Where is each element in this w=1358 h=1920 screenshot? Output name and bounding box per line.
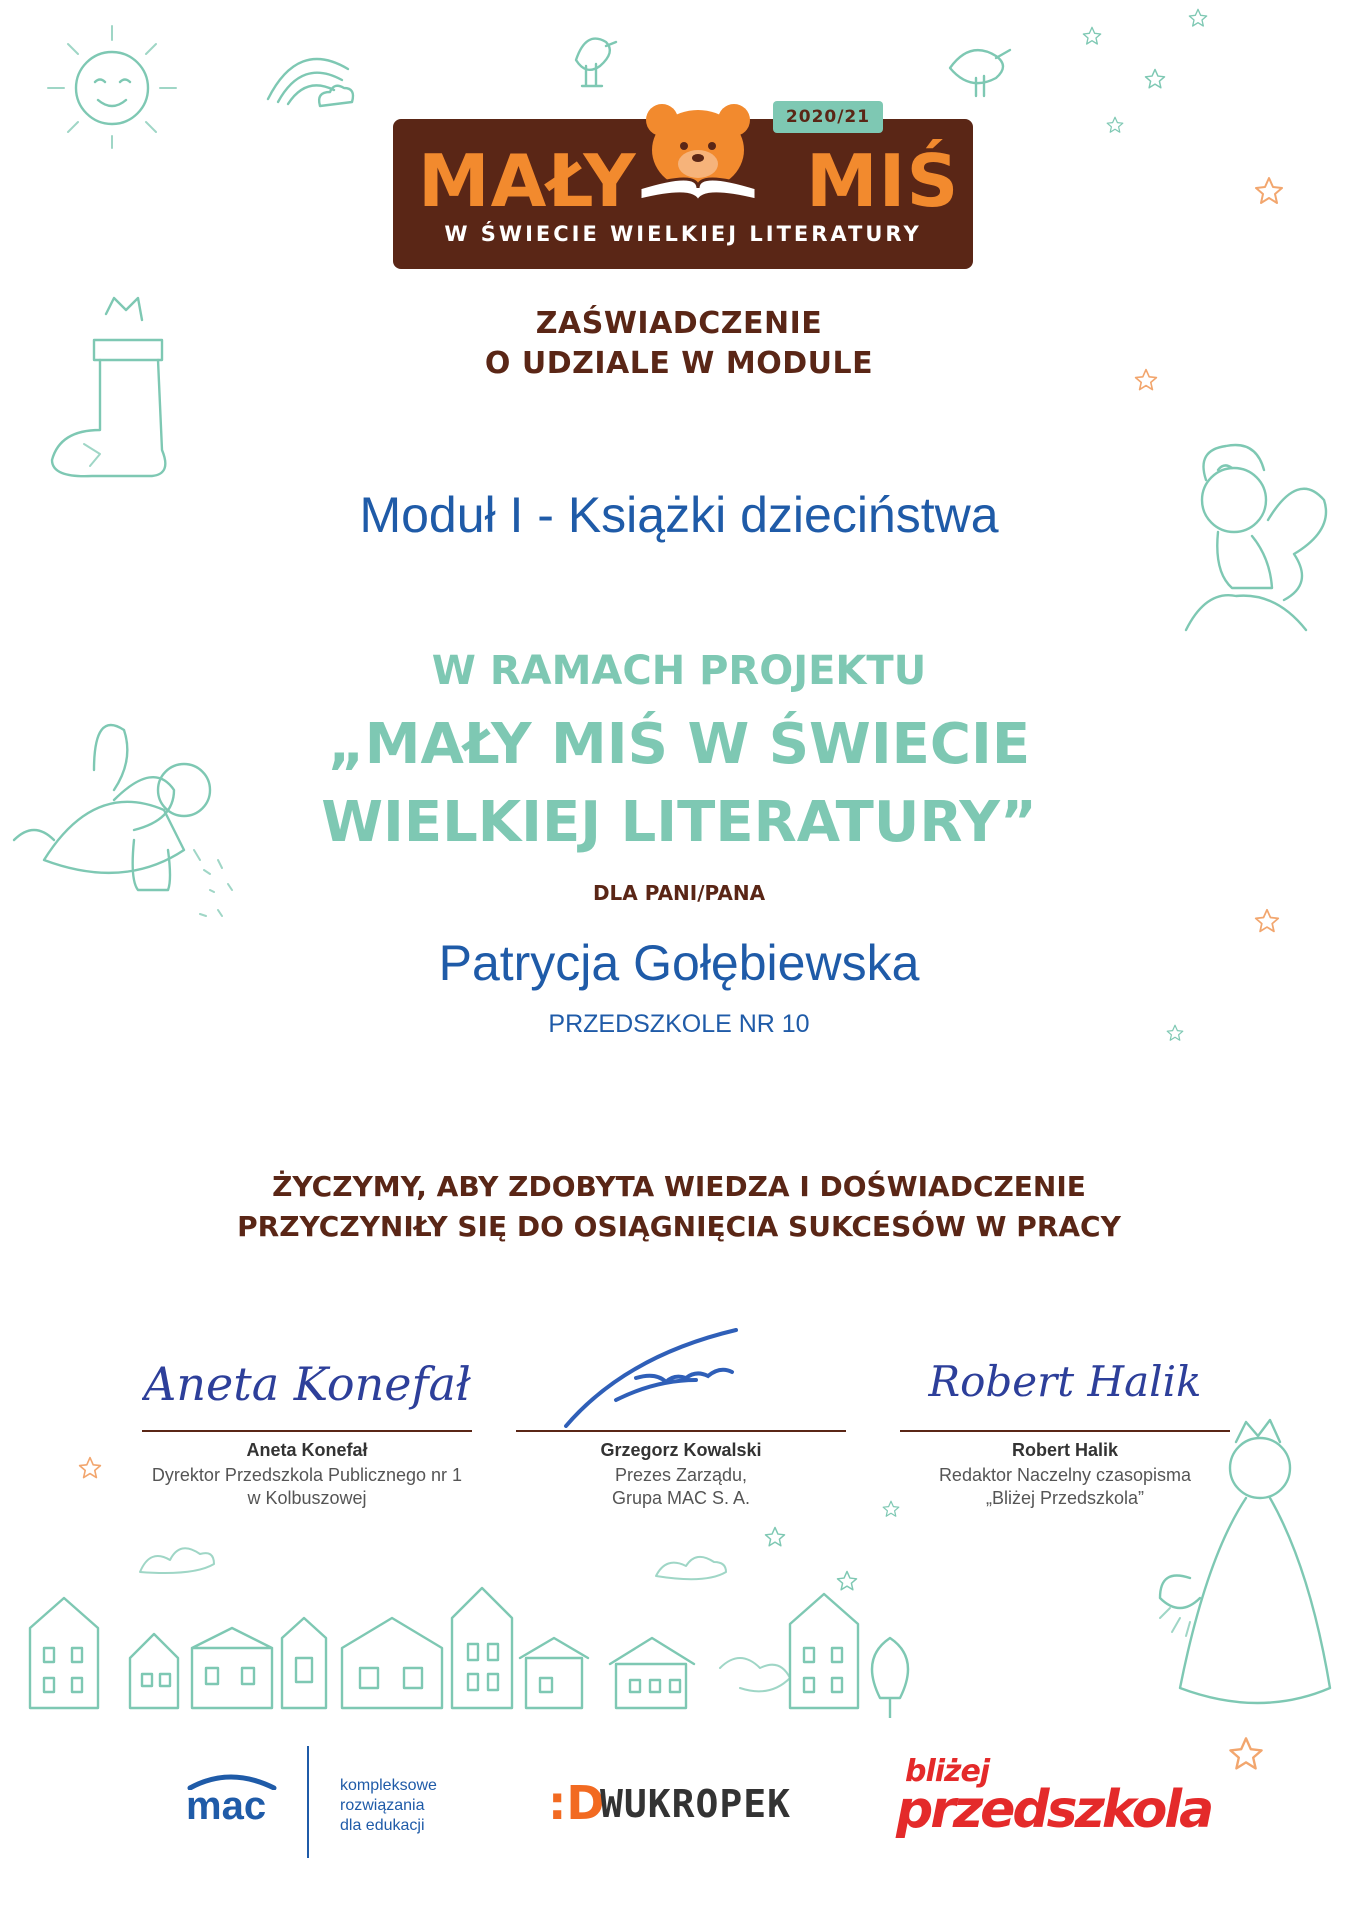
dwukropek-logo-text: WUKROPEK: [600, 1782, 792, 1826]
certificate-title-line2: O UDZIALE W MODULE: [484, 346, 874, 381]
sun-doodle-icon: [40, 20, 190, 150]
star-icon: [1082, 26, 1102, 46]
signatory-role: Redaktor Naczelny czasopisma „Bliżej Przedszkola”: [938, 1465, 1192, 1508]
for-label: DLA PANI/PANA: [592, 881, 766, 905]
signatory-role: Dyrektor Przedszkola Publicznego nr 1 w Kolbuszowej: [151, 1465, 463, 1508]
mac-logo-divider: [307, 1746, 309, 1858]
wish-line2: PRZYCZYNIŁY SIĘ DO OSIĄGNIĘCIA SUKCESÓW W PRACY: [237, 1210, 1121, 1243]
star-icon: [1254, 176, 1284, 206]
blizej-przedszkola-logo-main: przedszkola: [896, 1780, 1212, 1840]
project-name-line2: WIELKIEJ LITERATURY”: [321, 790, 1037, 855]
signatory-name: Aneta Konefał: [246, 1440, 368, 1460]
signature-line: [142, 1430, 472, 1432]
recipient-name: Patrycja Gołębiewska: [438, 935, 920, 991]
module-title: Moduł I - Książki dzieciństwa: [359, 487, 999, 543]
star-icon: [78, 1456, 102, 1480]
wish-line1: ŻYCZYMY, ABY ZDOBYTA WIEDZA I DOŚWIADCZENIE: [272, 1170, 1086, 1203]
logo-subtitle: W ŚWIECIE WIELKIEJ LITERATURY: [444, 222, 922, 246]
teddy-bear-reading-icon: [624, 96, 772, 208]
star-icon: [764, 1526, 786, 1548]
signatory-name: Grzegorz Kowalski: [600, 1440, 762, 1460]
logo-word-right: MIŚ: [806, 139, 960, 223]
star-icon: [1228, 1736, 1264, 1772]
star-icon: [1144, 68, 1166, 90]
star-icon: [1106, 116, 1124, 134]
signatory-role: Prezes Zarządu, Grupa MAC S. A.: [611, 1465, 751, 1508]
logo-year-badge: 2020/21: [773, 101, 883, 133]
logo-word-left: MAŁY: [418, 139, 637, 223]
clouds-doodle-icon: [136, 1532, 756, 1602]
star-icon: [836, 1570, 858, 1592]
star-icon: [882, 1500, 900, 1518]
star-icon: [1188, 8, 1208, 28]
mac-tagline: kompleksowe rozwiązania dla edukacji: [340, 1777, 437, 1834]
mac-logo: mac: [186, 1784, 267, 1828]
bird-icon-right: [940, 28, 1020, 104]
blizej-przedszkola-logo-top: bliżej: [905, 1754, 990, 1789]
signature-line: [516, 1430, 846, 1432]
recipient-institution: PRZEDSZKOLE NR 10: [548, 1010, 810, 1038]
handwritten-signature-kowalski: [516, 1318, 846, 1428]
svg-text:Robert Halik: Robert Halik: [928, 1357, 1202, 1406]
handwritten-signature-konefal: [142, 1318, 472, 1428]
project-name-line1: „MAŁY MIŚ W ŚWIECIE: [327, 712, 1031, 777]
handwritten-signature-halik: [900, 1318, 1230, 1428]
project-intro: W RAMACH PROJEKTU: [431, 648, 927, 694]
certificate-title-line1: ZAŚWIADCZENIE: [535, 306, 823, 341]
star-icon: [1254, 908, 1280, 934]
dwukropek-logo-mark: :D: [548, 1776, 605, 1830]
signatory-name: Robert Halik: [1011, 1440, 1119, 1460]
bird-icon: [556, 20, 626, 100]
signature-line: [900, 1430, 1230, 1432]
rainbow-cloud-icon: [258, 44, 358, 114]
svg-text:Aneta Konefał: Aneta Konefał: [143, 1357, 471, 1411]
